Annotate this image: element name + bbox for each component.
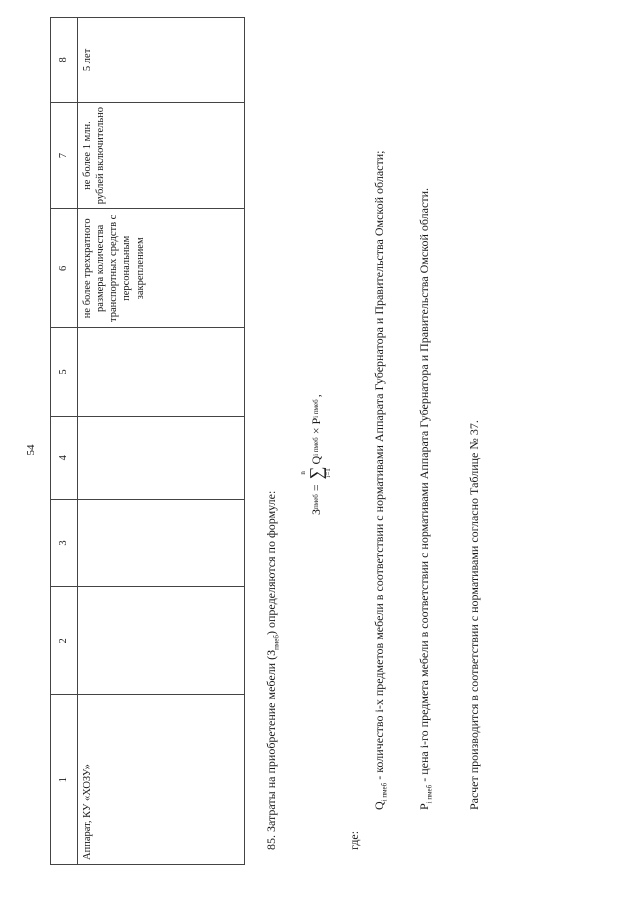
header-cell: 2 — [51, 587, 78, 695]
header-cell: 4 — [51, 416, 78, 499]
definition-p-text: - цена i-го предмета мебели в соответствии с нормативами Аппарата Губернатора и Правительства Омской области. — [417, 188, 431, 785]
paragraph-85-text-before: 85. Затраты на приобретение мебели (З — [264, 649, 278, 850]
definition-p-sub: i пмеб — [425, 784, 434, 804]
table-row — [78, 18, 245, 865]
table-cell-price: не более 1 млн. рублей включительно — [78, 102, 245, 209]
table-cell-quantity: не более трехкратного размера количества транспортных средств с персональным закреплением — [78, 209, 245, 328]
norms-table — [50, 17, 245, 865]
formula-times: × — [308, 427, 323, 435]
sigma-icon: ∑ — [306, 466, 326, 480]
definition-q-symbol: Q — [372, 801, 386, 810]
header-cell: 5 — [51, 328, 78, 417]
formula-equals: = — [308, 484, 323, 492]
formula-lhs-sub: пмеб — [312, 494, 320, 509]
where-label: где: — [347, 830, 361, 850]
header-cell: 3 — [51, 499, 78, 587]
header-cell: 6 — [51, 209, 78, 328]
table-cell — [78, 499, 245, 587]
table-cell-term: 5 лет — [78, 18, 245, 103]
paragraph-85 — [262, 70, 282, 850]
formula-q-sub: i пмеб — [312, 437, 320, 456]
calculation-note: Расчет производится в соответствии с нормативами согласно Таблице № 37. — [467, 420, 481, 810]
furniture-cost-formula — [300, 394, 332, 515]
definition-p — [415, 80, 435, 850]
formula-lhs: З — [308, 508, 323, 515]
table-header-row — [51, 18, 78, 865]
page-number: 54 — [25, 444, 37, 456]
sum-lower-limit: i=1 — [324, 468, 332, 478]
formula-p-sub: i пмеб — [312, 399, 320, 418]
definition-q — [370, 80, 390, 850]
table-cell — [78, 416, 245, 499]
header-cell: 1 — [51, 695, 78, 865]
header-cell: 8 — [51, 18, 78, 103]
definition-q-text: - количество i-х предметов мебели в соответствии с нормативами Аппарата Губернатора и Правительства Омской области; — [372, 150, 386, 783]
table-cell-organization: Аппарат, КУ «ХОЗУ» — [78, 695, 245, 865]
sum-operator — [300, 467, 332, 480]
formula-tail: , — [308, 394, 323, 398]
formula-p: P — [308, 417, 323, 425]
definition-p-symbol: P — [417, 803, 431, 810]
table-cell — [78, 328, 245, 417]
paragraph-85-sub: пмеб — [272, 635, 281, 650]
paragraph-85-text-after: ) определяются по формуле: — [264, 490, 278, 636]
table-cell — [78, 587, 245, 695]
formula-q: Q — [308, 455, 323, 465]
header-cell: 7 — [51, 102, 78, 209]
sum-upper-limit: n — [299, 471, 307, 475]
definition-q-sub: i пмеб — [380, 782, 389, 802]
